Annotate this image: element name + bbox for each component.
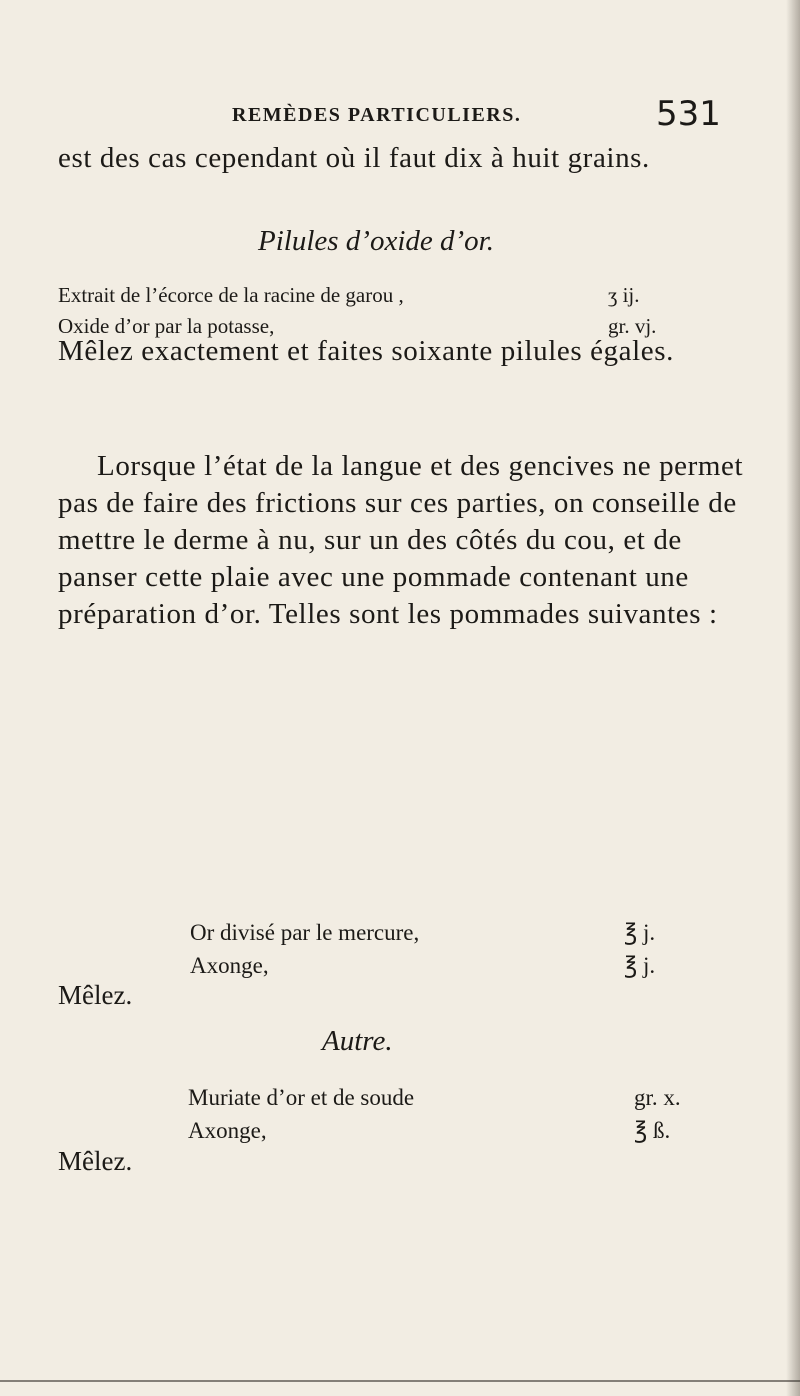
ingredient: Or divisé par le mercure, [190, 920, 420, 945]
quantity: ℥ j. [624, 953, 656, 978]
recipe-title-pilules: Pilules d’oxide d’or. [258, 225, 494, 257]
page-edge-shadow [786, 0, 800, 1396]
page-header [0, 94, 800, 140]
quantity: ʒ ij. [608, 283, 640, 307]
melez-instruction: Mêlez. [58, 980, 133, 1010]
melez-instruction: Mêlez. [58, 1146, 133, 1176]
ingredient: Axonge, [188, 1118, 267, 1143]
ingredient: Muriate d’or et de soude [188, 1085, 415, 1110]
paragraph-lorsque: Lorsque l’état de la langue et des gencives ne permet pas de faire des frictions sur ces parties, on conseille de mettre le derme à nu, sur un des côtés du cou, et de panser cette plaie avec une pommade contenant une préparation d’or. Telles sont les pommades suivantes : [58, 450, 744, 630]
recipe-row [58, 283, 758, 315]
ingredient: Extrait de l’écorce de la racine de garou , [58, 283, 404, 307]
quantity: gr. vj. [608, 314, 657, 338]
quantity: ℥ ß. [634, 1118, 671, 1143]
recipe-row [188, 1085, 800, 1117]
recipe-row [188, 1118, 800, 1150]
recipe-row [190, 920, 800, 952]
ingredient: Oxide d’or par la potasse, [58, 314, 275, 338]
paragraph-melez-pilules: Mêlez exactement et faites soixante pilules égales. [58, 335, 674, 367]
quantity: ℥ j. [624, 920, 656, 945]
recipe-row [190, 953, 800, 985]
ingredient: Axonge, [190, 953, 269, 978]
paragraph-continuation: est des cas cependant où il faut dix à huit grains. [58, 142, 650, 174]
running-head: REMÈDES PARTICULIERS. [232, 104, 522, 126]
page-bottom-edge [0, 1380, 800, 1382]
quantity: gr. x. [634, 1085, 681, 1110]
recipe-title-autre: Autre. [322, 1025, 393, 1057]
page-number: 531 [656, 94, 721, 134]
